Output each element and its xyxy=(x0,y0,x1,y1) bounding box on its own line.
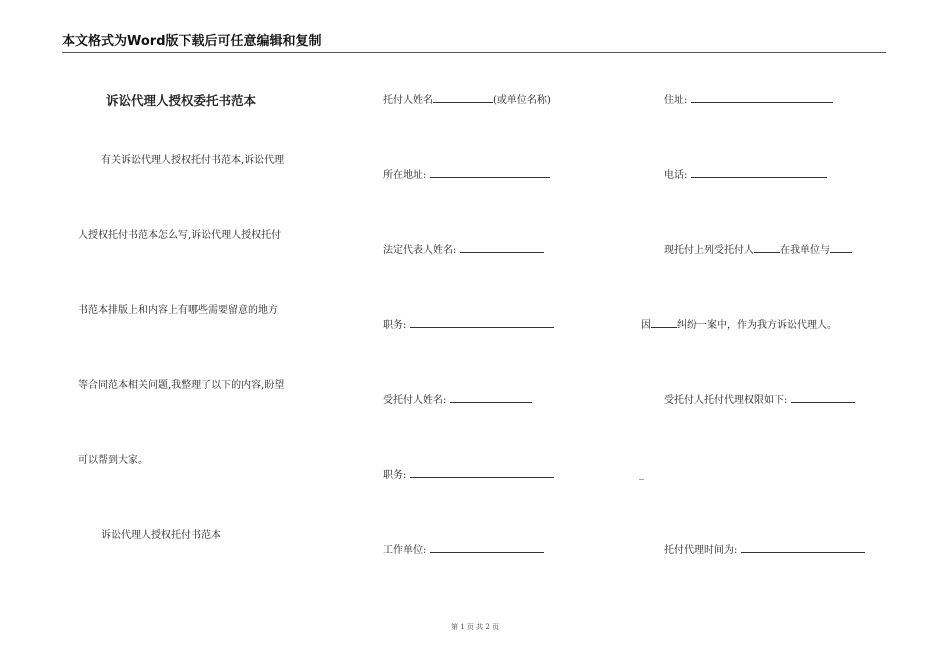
page-number: 第 1 页 共 2 页 xyxy=(450,623,500,631)
phone-field xyxy=(664,169,827,182)
dispute-blank xyxy=(651,319,677,328)
residence-blank xyxy=(691,94,833,103)
residence-label: 住址: xyxy=(664,95,688,106)
position-field-2 xyxy=(383,469,554,482)
phone-blank xyxy=(691,169,827,178)
dispute-statement xyxy=(641,319,837,332)
entrust-blank-1 xyxy=(754,244,780,253)
address-label: 所在地址: xyxy=(383,170,427,181)
position-blank-2 xyxy=(410,469,554,478)
authority-label: 受托付人托付代理权限如下: xyxy=(664,395,788,406)
work-unit-field xyxy=(383,544,544,557)
section-heading: 诉讼代理人授权托付书范本 xyxy=(101,530,221,541)
residence-field xyxy=(664,94,833,107)
work-unit-label: 工作单位: xyxy=(383,545,427,556)
client-name-suffix: (或单位名称) xyxy=(493,95,551,106)
position-field-1 xyxy=(383,319,554,332)
intro-line-4: 等合同范本相关问题,我整理了以下的内容,盼望 xyxy=(78,380,285,391)
entrust-text-b: 在我单位与 xyxy=(780,245,830,256)
entrust-statement xyxy=(664,244,852,257)
agent-name-field xyxy=(383,394,532,407)
legal-rep-field xyxy=(383,244,544,257)
entrust-text-a: 现托付上列受托付人 xyxy=(664,245,754,256)
period-blank xyxy=(741,544,865,553)
intro-line-3: 书范本排版上和内容上有哪些需要留意的地方 xyxy=(78,305,278,316)
agent-name-blank xyxy=(450,394,532,403)
authority-blank xyxy=(791,394,855,403)
dispute-text-a: 因 xyxy=(641,320,651,331)
entrust-blank-2 xyxy=(830,244,852,253)
legal-rep-label: 法定代表人姓名: xyxy=(383,245,457,256)
position-label-1: 职务: xyxy=(383,320,407,331)
authority-field xyxy=(664,394,855,407)
client-name-label: 托付人姓名 xyxy=(383,95,433,106)
address-field xyxy=(383,169,550,182)
document-title: 诉讼代理人授权委托书范本 xyxy=(106,93,257,108)
authority-continuation: _ xyxy=(639,469,644,480)
period-field xyxy=(664,544,865,557)
work-unit-blank xyxy=(430,544,544,553)
address-blank xyxy=(430,169,550,178)
position-label-2: 职务: xyxy=(383,470,407,481)
page-footer xyxy=(0,622,950,632)
position-blank-1 xyxy=(410,319,554,328)
intro-line-1: 有关诉讼代理人授权托付书范本,诉讼代理 xyxy=(101,155,285,166)
phone-label: 电话: xyxy=(664,170,688,181)
document-header xyxy=(62,34,886,53)
period-label: 托付代理时间为: xyxy=(664,545,738,556)
client-name-field xyxy=(383,94,551,107)
dispute-text-b: 纠纷一案中，作为我方诉讼代理人。 xyxy=(677,320,837,331)
client-name-blank xyxy=(433,94,493,103)
intro-line-2: 人授权托付书范本怎么写,诉讼代理人授权托付 xyxy=(78,230,282,241)
legal-rep-blank xyxy=(460,244,544,253)
header-title: 本文格式为Word版下载后可任意编辑和复制 xyxy=(62,34,322,49)
agent-name-label: 受托付人姓名: xyxy=(383,395,447,406)
intro-line-5: 可以帮到大家。 xyxy=(78,455,148,466)
